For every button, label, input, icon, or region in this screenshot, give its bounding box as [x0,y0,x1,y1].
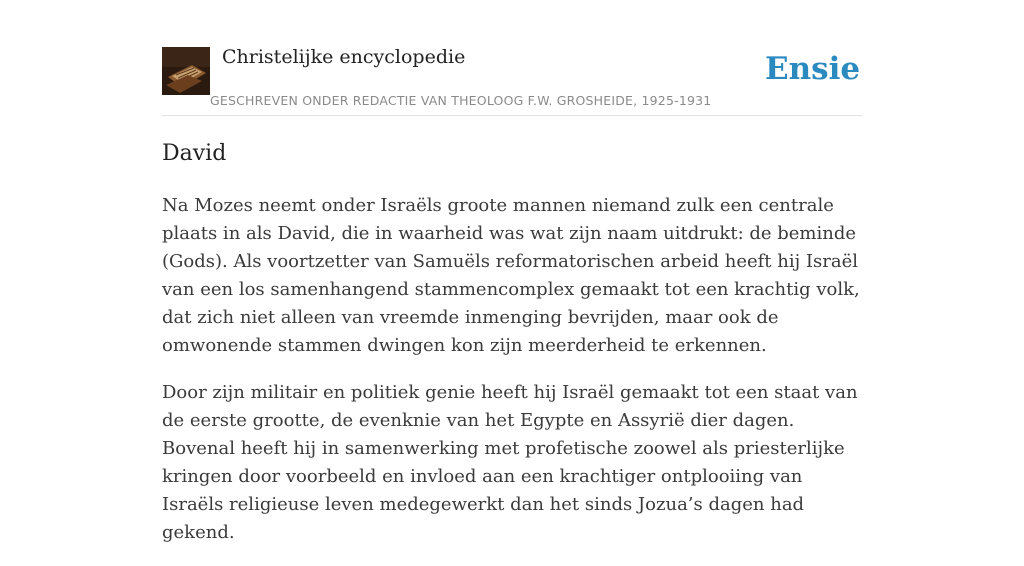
article-title: David [162,141,227,166]
header-divider [162,115,862,116]
book-thumbnail-icon [162,47,210,95]
brand-logo-link[interactable]: Ensie [765,51,861,87]
article-paragraph: Na Mozes neemt onder Israëls groote mannen niemand zulk een centrale plaats in als David, die in waarheid was wat zijn naam uitdrukt: de beminde (Gods). Als voortzetter van Samuëls reformatorischen arbeid heeft hij Israël van een los samenhangend stammencomplex gemaakt tot een krachtig volk, dat zich niet alleen van vreemde inmenging bevrijden, maar ook de omwonende stammen dwingen kon zijn meerderheid te erkennen. [162,195,860,356]
publication-title[interactable]: Christelijke encyclopedie [222,46,466,68]
article-body [162,192,862,566]
article-paragraph: Door zijn militair en politiek genie heeft hij Israël gemaakt tot een staat van de eerste grootte, de evenknie van het Egypte en Assyrië dier dagen. Bovenal heeft hij in samenwerking met profetische zoowel als priesterlijke kringen door voorbeeld en invloed aan een krachtiger ontplooiing van Israëls religieuse leven medegewerkt dan het sinds Jozua’s dagen had gekend. [162,382,858,543]
publication-subtitle: GESCHREVEN ONDER REDACTIE VAN THEOLOOG F.W. GROSHEIDE, 1925-1931 [210,93,712,108]
publication-avatar[interactable] [162,47,210,95]
